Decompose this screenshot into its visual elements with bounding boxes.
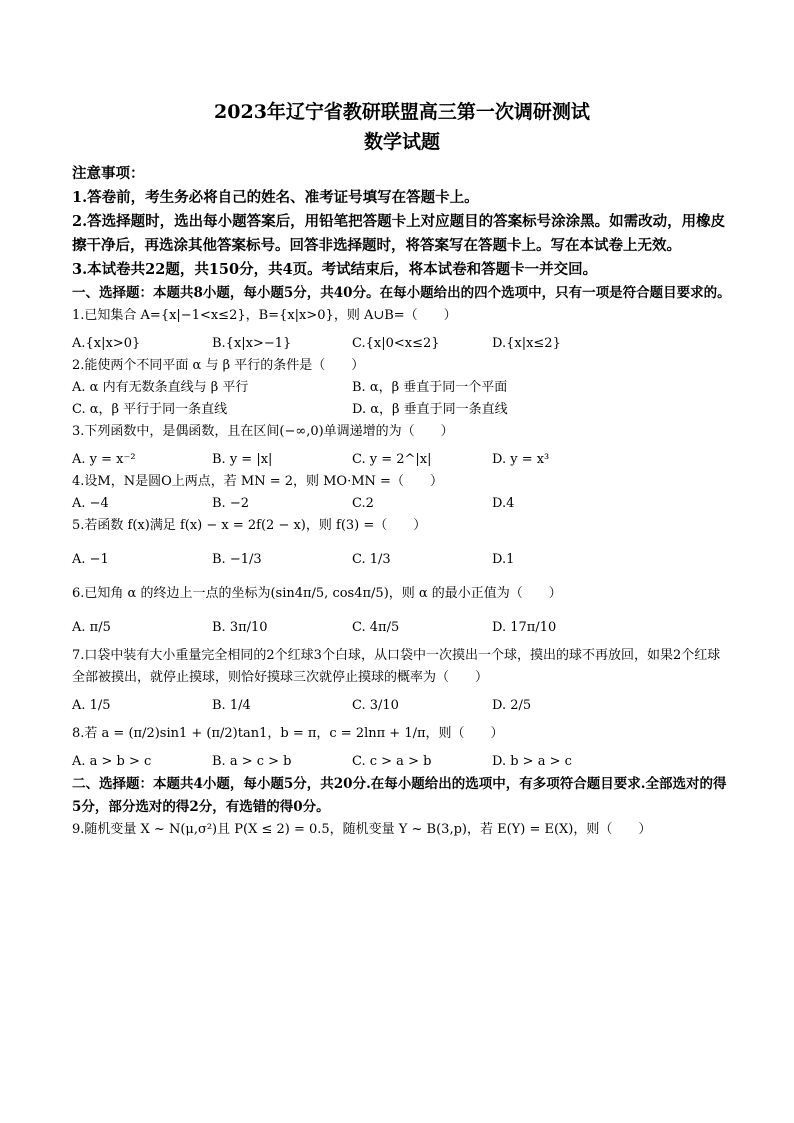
question-stem: 7.口袋中装有大小重量完全相同的2个红球3个白球，从口袋中一次摸出一个球，摸出的球不再放回，如果2个红球全部被摸出，就停止摸球，则恰好摸球三次就停止摸球的概率为（ ）: [72, 648, 721, 685]
option-d: D. b > a > c: [492, 754, 572, 769]
option-b: B. a > c > b: [212, 754, 292, 769]
question-options: [72, 493, 732, 515]
option-a: A. −1: [72, 552, 109, 567]
question-options: [72, 549, 732, 571]
option-b: B. −2: [212, 496, 249, 511]
option-b: B. 1/4: [212, 698, 251, 713]
question-options: [72, 617, 732, 639]
option-c: C. y = 2^|x|: [352, 452, 432, 467]
option-d: D. 2/5: [492, 698, 532, 713]
option-a: A. −4: [72, 496, 109, 511]
option-a: A. π/5: [72, 620, 111, 635]
option-b: B. −1/3: [212, 552, 262, 567]
question-options: [72, 377, 732, 399]
option-d: D. 17π/10: [492, 620, 557, 635]
question-options: [72, 695, 732, 717]
question-stem: 3.下列函数中，是偶函数，且在区间(−∞,0)单调递增的为（ ）: [72, 424, 454, 439]
option-d: D.1: [492, 552, 515, 567]
option-c: C. 3/10: [352, 698, 399, 713]
question-options: [72, 399, 732, 421]
option-b: B. α，β 垂直于同一个平面: [352, 380, 508, 395]
option-d: D. y = x³: [492, 452, 550, 467]
exam-title: 2023年辽宁省教研联盟高三第一次调研测试: [214, 101, 590, 123]
note-item: 2.答选择题时，选出每小题答案后，用铅笔把答题卡上对应题目的答案标号涂涂黑。如需改动，用橡皮擦干净后，再选涂其他答案标号。回答非选择题时，将答案写在答题卡上。写在本试卷上无效。: [72, 213, 726, 254]
exam-subject: 数学试题: [363, 131, 440, 153]
option-a: A. a > b > c: [72, 754, 152, 769]
question-stem: 5.若函数 f(x)满足 f(x) − x = 2f(2 − x)，则 f(3) =（ ）: [72, 518, 427, 533]
option-b: B. 3π/10: [212, 620, 268, 635]
question-stem: 2.能使两个不同平面 α 与 β 平行的条件是（ ）: [72, 358, 365, 373]
option-b: B.{x|x>−1}: [212, 336, 292, 351]
note-item: 3.本试卷共22题，共150分，共4页。考试结束后，将本试卷和答题卡一并交回。: [72, 261, 598, 278]
option-a: A. y = x⁻²: [72, 452, 136, 467]
option-d: D.4: [492, 496, 515, 511]
option-c: C. α，β 平行于同一条直线: [72, 402, 228, 417]
option-d: D.{x|x≤2}: [492, 336, 561, 351]
option-c: C.2: [352, 496, 374, 511]
option-d: D. α，β 垂直于同一条直线: [352, 402, 508, 417]
notes-heading: 注意事项：: [72, 165, 145, 182]
question-stem: 9.随机变量 X ~ N(μ,σ²)且 P(X ≤ 2) = 0.5，随机变量 Y ~ B(3,p)，若 E(Y) = E(X)，则（ ）: [72, 822, 652, 837]
question-stem: 8.若 a = (π/2)sin1 + (π/2)tan1，b = π，c = 2lnπ + 1/π，则（ ）: [72, 726, 504, 741]
option-c: C. 1/3: [352, 552, 391, 567]
question-options: [72, 333, 732, 355]
option-c: C. c > a > b: [352, 754, 432, 769]
question-stem: 1.已知集合 A={x|−1<x≤2}，B={x|x>0}，则 A∪B=（ ）: [72, 308, 457, 323]
option-a: A.{x|x>0}: [72, 336, 141, 351]
question-stem: 4.设M，N是圆O上两点，若 MN = 2，则 MO·MN =（ ）: [72, 474, 443, 489]
option-a: A. 1/5: [72, 698, 111, 713]
question-stem: 6.已知角 α 的终边上一点的坐标为(sin4π/5, cos4π/5)，则 α 的最小正值为（ ）: [72, 586, 562, 601]
question-options: [72, 449, 732, 471]
note-item: 1.答卷前，考生务必将自己的姓名、准考证号填写在答题卡上。: [72, 189, 479, 206]
question-options: [72, 751, 732, 773]
option-b: B. y = |x|: [212, 452, 273, 467]
option-c: C.{x|0<x≤2}: [352, 336, 440, 351]
exam-page: [72, 98, 732, 841]
section-2-heading: 二、选择题：本题共4小题，每小题5分，共20分.在每小题给出的选项中，有多项符合题目要求.全部选对的得5分，部分选对的得2分，有选错的得0分。: [72, 776, 727, 815]
section-1-heading: 一、选择题：本题共8小题，每小题5分，共40分。在每小题给出的四个选项中，只有一项是符合题目要求的。: [72, 285, 731, 301]
option-c: C. 4π/5: [352, 620, 400, 635]
option-a: A. α 内有无数条直线与 β 平行: [72, 380, 249, 395]
